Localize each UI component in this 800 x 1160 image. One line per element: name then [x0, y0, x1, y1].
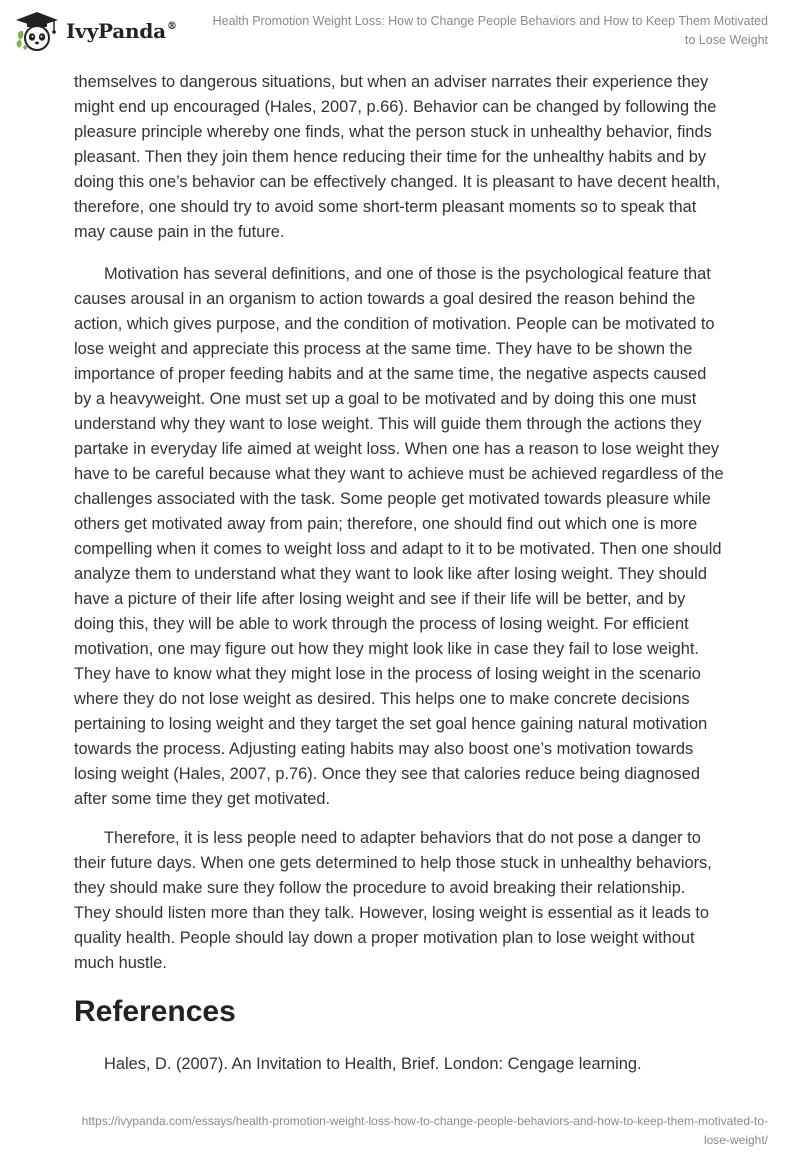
logo-wordmark [66, 19, 177, 43]
references-heading: References [74, 995, 236, 1028]
logo-text: IvyPanda [66, 19, 166, 43]
page-header [0, 0, 800, 60]
paragraph-1: themselves to dangerous situations, but when an adviser narrates their experience they might end up encouraged (Hales, 2007, p.66). Behavior can be changed by following the pleasure principle whereby one finds, what the person stuck in unhealthy behavior, finds pleasant. Then they join them hence reducing their time for the unhealthy habits and by doing this one’s behavior can be effectively changed. It is pleasant to have decent health, therefore, one should try to avoid some short-term pleasant moments so to speak that may cause pain in the future. [74, 73, 721, 241]
paragraph-3: Therefore, it is less people need to adapter behaviors that do not pose a danger to their future days. When one gets determined to help those stuck in unhealthy behaviors, they should make sure they follow the procedure to avoid breaking their relationship. They should listen more than they talk. However, losing weight is essential as it leads to quality health. People should lay down a proper motivation plan to lose weight without much hustle. [74, 829, 712, 972]
source-url-line-1: https://ivypanda.com/essays/health-promotion-weight-loss-how-to-change-people-behaviors-and-how-to-keep-them-motivated-to- [81, 1114, 768, 1128]
document-title-line-1: Health Promotion Weight Loss: How to Change People Behaviors and How to Keep Them Motivated [212, 14, 768, 28]
reference-entry: Hales, D. (2007). An Invitation to Health, Brief. London: Cengage learning. [104, 1055, 642, 1073]
ivypanda-logo[interactable] [14, 8, 177, 54]
document-title [208, 12, 768, 50]
panda-logo-icon [14, 10, 60, 52]
registered-mark: ® [166, 21, 177, 32]
source-url[interactable] [28, 1112, 768, 1150]
source-url-line-2: lose-weight/ [703, 1133, 768, 1147]
paragraph-2: Motivation has several definitions, and one of those is the psychological feature that causes arousal in an organism to action towards a goal desired the reason behind the action, which gives purpose, and the condition of motivation. People can be motivated to lose weight and appreciate this process at the same time. They have to be shown the importance of proper feeding habits and at the same time, the negative aspects caused by a heavyweight. One must set up a goal to be motivated and by doing this one must understand why they want to lose weight. This will guide them through the actions they partake in everyday life aimed at weight loss. When one has a reason to lose weight they have to be careful because what they want to achieve must be achieved regardless of the challenges associated with the task. Some people get motivated towards pleasure while others get motivated away from pain; therefore, one should find out which one is more compelling when it comes to weight loss and adapt to it to be motivated. Then one should analyze them to understand what they want to look like after losing weight. They should have a picture of their life after losing weight and see if their life will be better, and by doing this, they will be able to work through the process of losing weight. For efficient motivation, one may figure out how they might look like in case they fail to lose weight. They have to know what they might lose in the process of losing weight in the scenario where they do not lose weight as desired. This helps one to make concrete decisions pertaining to losing weight and they target the set goal hence gaining natural motivation towards the process. Adjusting eating habits may also boost one’s motivation towards losing weight (Hales, 2007, p.76). Once they see that calories reduce being diagnosed after some time they get motivated. [74, 265, 724, 808]
document-title-line-2: to Lose Weight [684, 33, 768, 47]
